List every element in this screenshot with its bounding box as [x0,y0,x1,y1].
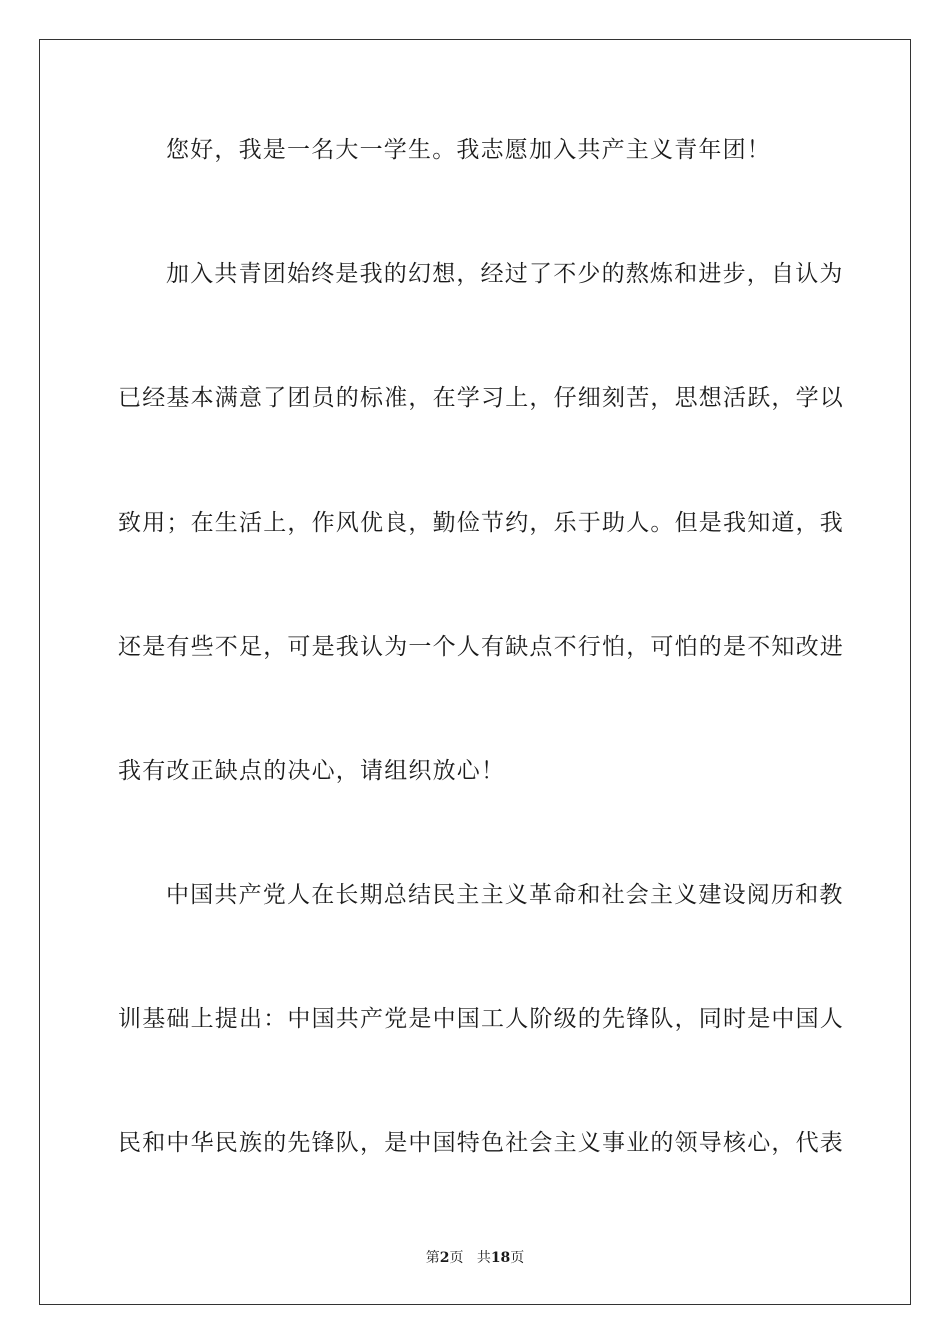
paragraph-line-3: 已经基本满意了团员的标准，在学习上，仔细刻苦，思想活跃，学以 [118,385,844,411]
paragraph-line-2: 加入共青团始终是我的幻想，经过了不少的熬炼和进步，自认为 [166,261,844,287]
page-footer [0,1249,950,1267]
paragraph-line-5: 还是有些不足，可是我认为一个人有缺点不行怕，可怕的是不知改进 [118,634,844,660]
total-suffix: 页 [510,1250,525,1266]
page-prefix: 第 [425,1250,440,1266]
page-suffix: 页 [449,1250,464,1266]
paragraph-line-6: 我有改正缺点的决心，请组织放心！ [118,758,506,784]
current-page-number: 2 [439,1250,450,1266]
total-pages-number: 18 [490,1250,511,1266]
paragraph-line-7: 中国共产党人在长期总结民主主义革命和社会主义建设阅历和教 [166,882,844,908]
total-prefix: 共 [476,1250,491,1266]
page-frame [39,39,911,1305]
paragraph-line-8: 训基础上提出：中国共产党是中国工人阶级的先锋队，同时是中国人 [118,1006,844,1032]
paragraph-line-9: 民和中华民族的先锋队，是中国特色社会主义事业的领导核心，代表 [118,1130,844,1156]
paragraph-line-4: 致用；在生活上，作风优良，勤俭节约，乐于助人。但是我知道，我 [118,510,844,536]
paragraph-line-1: 您好，我是一名大一学生。我志愿加入共产主义青年团！ [166,137,771,163]
